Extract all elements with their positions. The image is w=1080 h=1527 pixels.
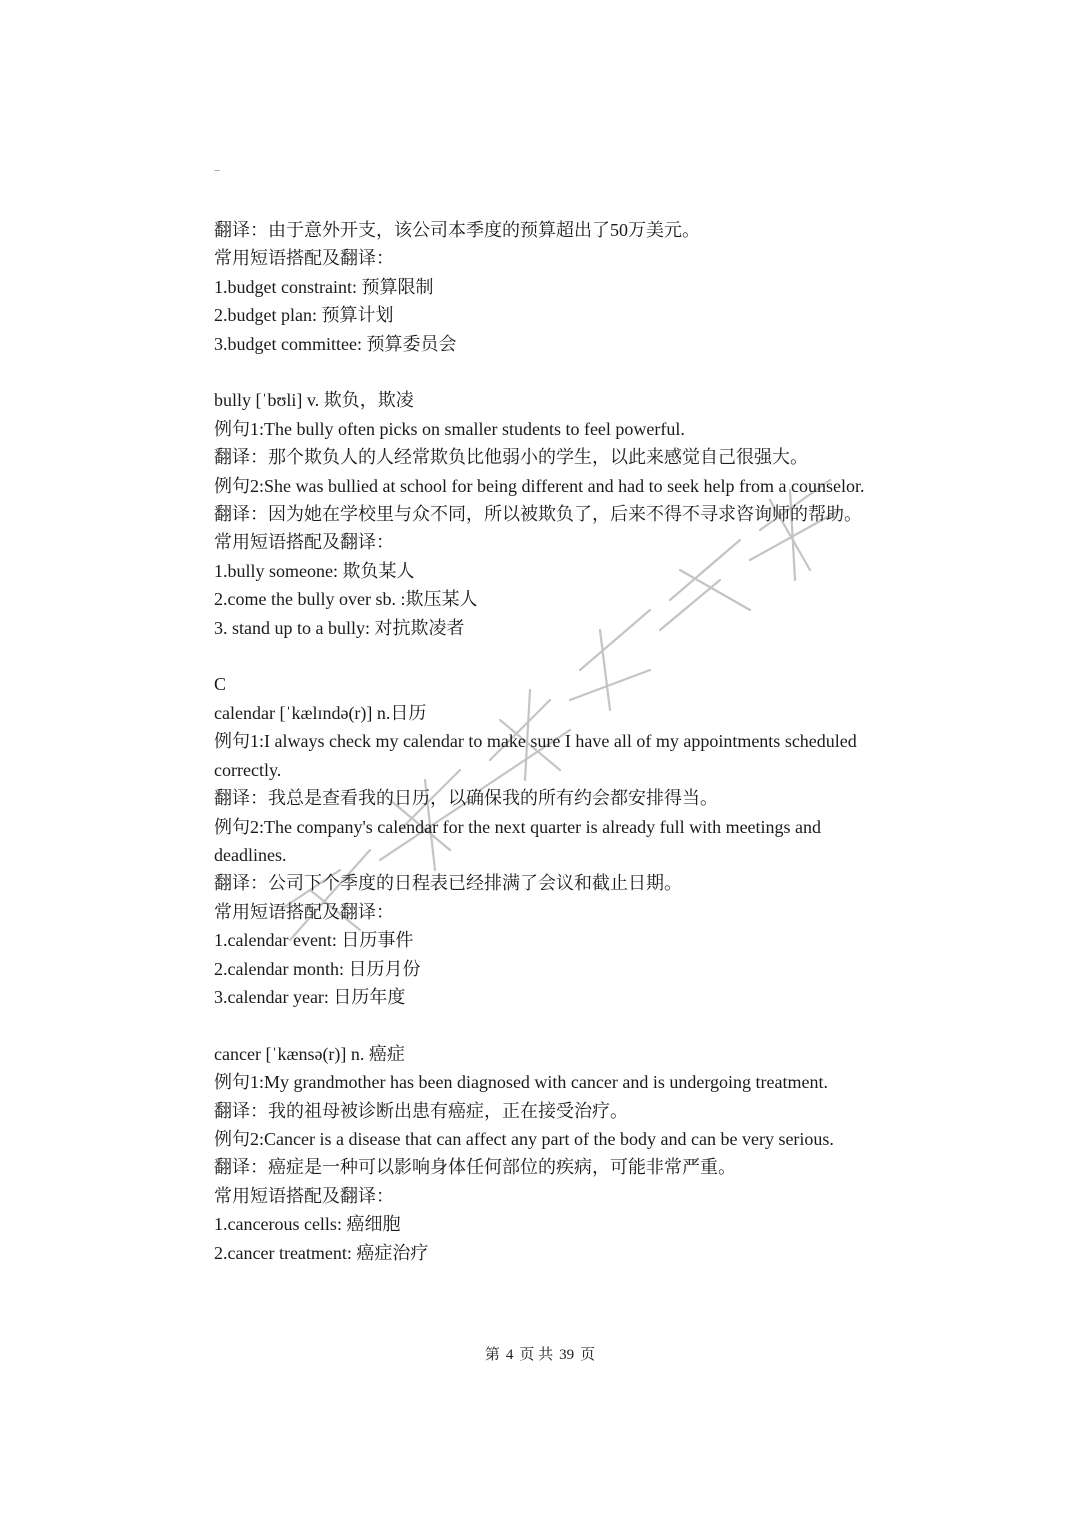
section-letter: C xyxy=(214,674,227,695)
bully-translation-2: 翻译：因为她在学校里与众不同，所以被欺负了，后来不得不寻求咨询师的帮助。 xyxy=(214,504,862,525)
calendar-example-1: 例句1:I always check my calendar to make sure I have all of my appointments scheduled correctly. xyxy=(214,731,857,780)
calendar-translation-1: 翻译：我总是查看我的日历，以确保我的所有约会都安排得当。 xyxy=(214,788,718,809)
footer-total-pages: 39 xyxy=(559,1347,575,1363)
document-body xyxy=(214,216,874,1267)
bully-translation-1: 翻译：那个欺负人的人经常欺负比他弱小的学生，以此来感觉自己很强大。 xyxy=(214,447,808,468)
cancer-translation-2: 翻译：癌症是一种可以影响身体任何部位的疾病，可能非常严重。 xyxy=(214,1157,736,1178)
page-footer xyxy=(0,1343,1080,1364)
budget-phrase-1: 1.budget constraint: 预算限制 xyxy=(214,276,434,297)
cancer-headword: cancer [ˈkænsə(r)] n. 癌症 xyxy=(214,1043,405,1064)
cancer-example-2: 例句2:Cancer is a disease that can affect any part of the body and can be very serious. xyxy=(214,1128,834,1149)
calendar-phrases-title: 常用短语搭配及翻译： xyxy=(214,901,394,922)
budget-phrases-title: 常用短语搭配及翻译： xyxy=(214,248,394,269)
footer-current-page: 4 xyxy=(505,1347,514,1363)
budget-phrase-3: 3.budget committee: 预算委员会 xyxy=(214,333,457,354)
cancer-phrases-title: 常用短语搭配及翻译： xyxy=(214,1185,394,1206)
bully-phrases-title: 常用短语搭配及翻译： xyxy=(214,532,394,553)
bully-example-2: 例句2:She was bullied at school for being different and had to seek help from a counselor. xyxy=(214,475,865,496)
calendar-phrase-3: 3.calendar year: 日历年度 xyxy=(214,986,406,1007)
cancer-phrase-2: 2.cancer treatment: 癌症治疗 xyxy=(214,1242,429,1263)
budget-translation: 翻译：由于意外开支，该公司本季度的预算超出了50万美元。 xyxy=(214,220,700,240)
footer-suffix: 页 xyxy=(580,1347,596,1363)
calendar-example-2: 例句2:The company's calendar for the next quarter is already full with meetings and deadlines. xyxy=(214,816,822,865)
calendar-translation-2: 翻译：公司下个季度的日程表已经排满了会议和截止日期。 xyxy=(214,873,682,894)
bully-phrase-3: 3. stand up to a bully: 对抗欺凌者 xyxy=(214,617,465,638)
calendar-phrase-1: 1.calendar event: 日历事件 xyxy=(214,930,414,951)
footer-middle: 页 共 xyxy=(519,1347,554,1363)
calendar-headword: calendar [ˈkælɪndə(r)] n.日历 xyxy=(214,702,427,723)
calendar-phrase-2: 2.calendar month: 日历月份 xyxy=(214,958,421,979)
cancer-example-1: 例句1:My grandmother has been diagnosed with cancer and is undergoing treatment. xyxy=(214,1072,829,1093)
cancer-translation-1: 翻译：我的祖母被诊断出患有癌症，正在接受治疗。 xyxy=(214,1100,628,1121)
footer-prefix: 第 xyxy=(484,1347,500,1363)
bully-headword: bully [ˈbʊli] v. 欺负，欺凌 xyxy=(214,390,414,411)
cancer-phrase-1: 1.cancerous cells: 癌细胞 xyxy=(214,1214,401,1235)
budget-phrase-2: 2.budget plan: 预算计划 xyxy=(214,305,394,326)
header-mark xyxy=(214,170,220,171)
bully-phrase-1: 1.bully someone: 欺负某人 xyxy=(214,560,415,581)
bully-phrase-2: 2.come the bully over sb. :欺压某人 xyxy=(214,589,478,610)
bully-example-1: 例句1:The bully often picks on smaller students to feel powerful. xyxy=(214,418,685,439)
